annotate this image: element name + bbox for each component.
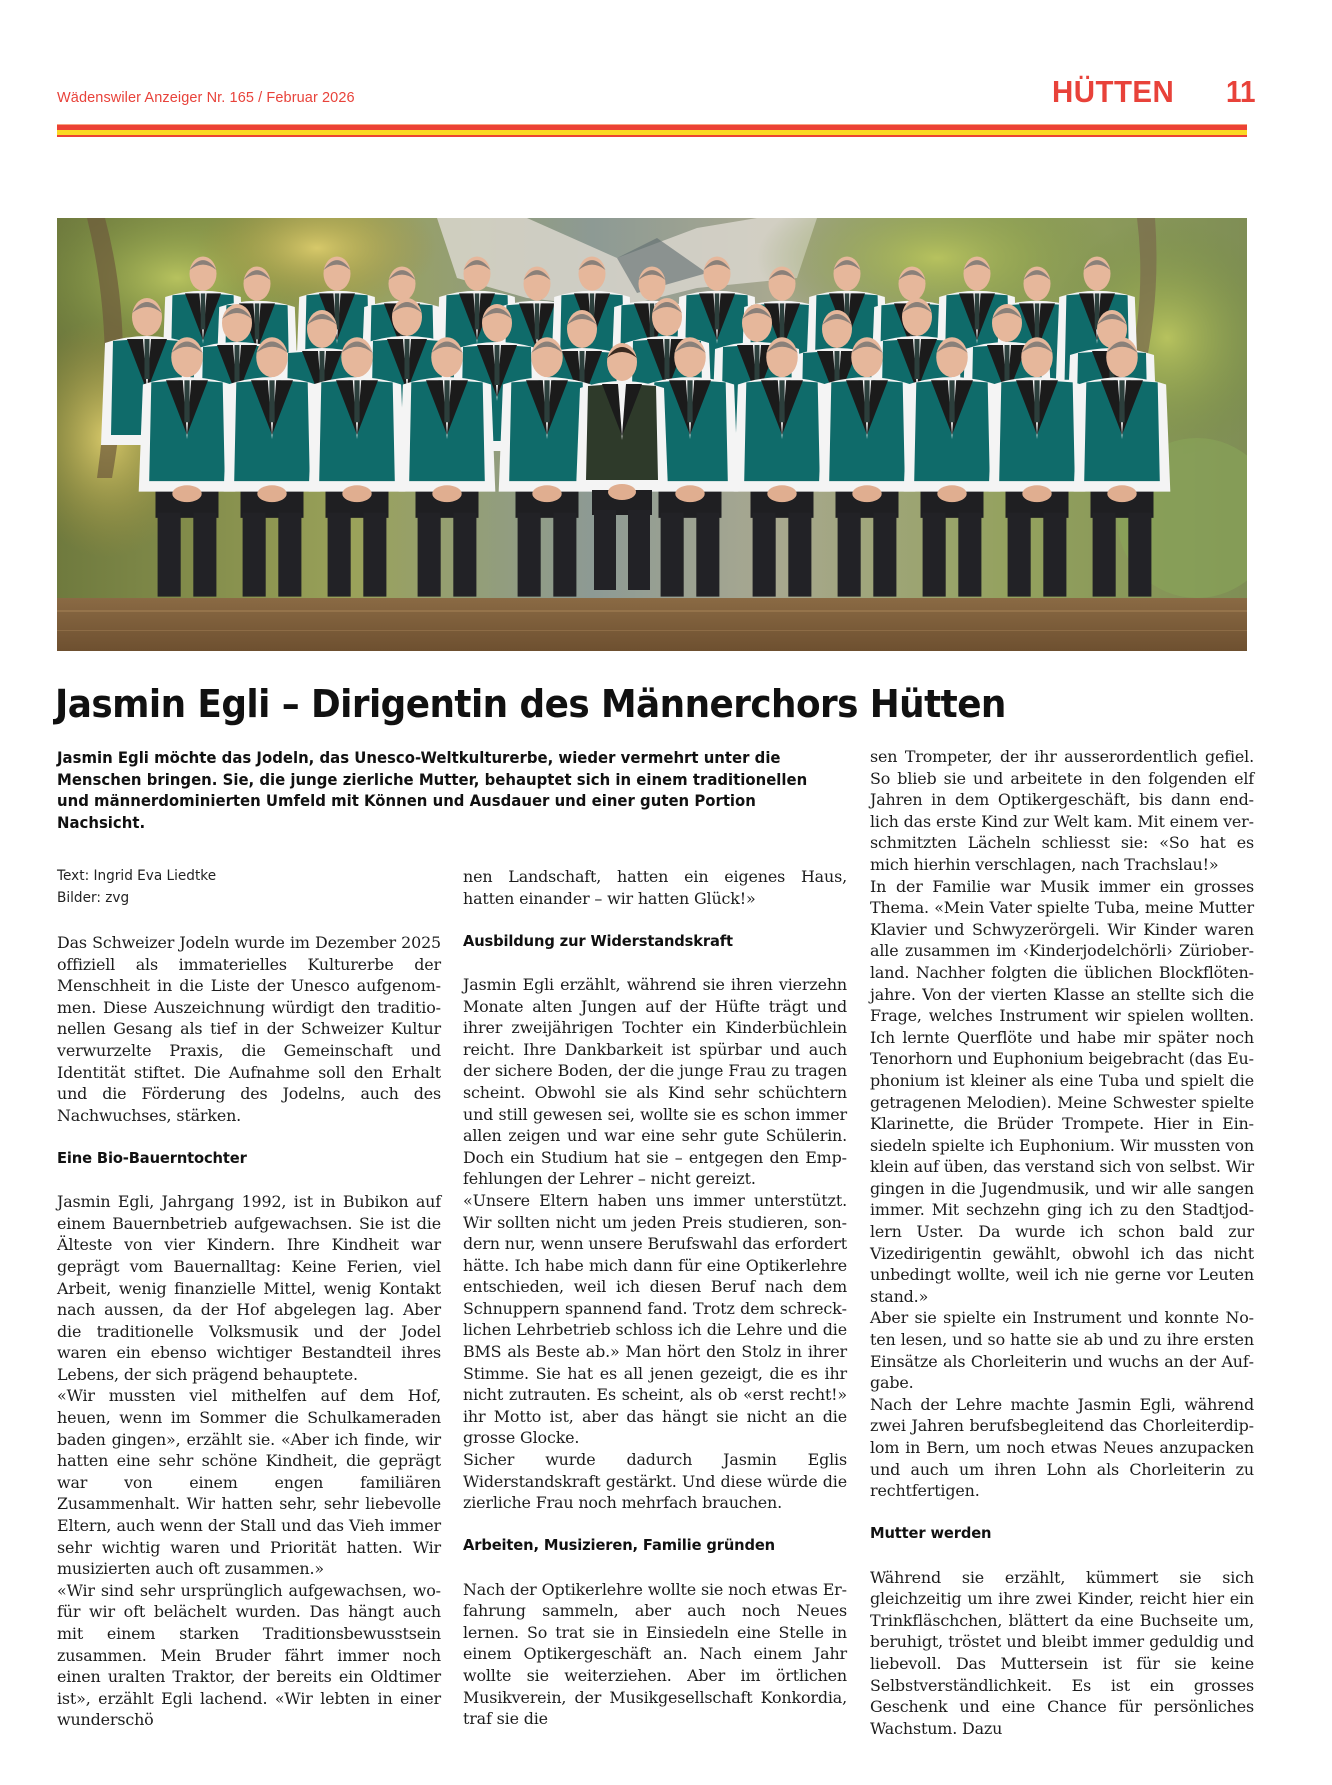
stripe-red-bottom (57, 135, 1247, 137)
paragraph: nen Landschaft, hatten ein eigenes Haus, hatten einander – wir hatten Glück!» (463, 867, 847, 908)
choir-group-photo (57, 218, 1247, 651)
group-photo-choir-icon (57, 218, 1247, 651)
article-column-2 (463, 866, 847, 1730)
paragraph: Jasmin Egli erzählt, während sie ihren vierzehn Monate alten Jungen auf der Hüfte trägt und ihrer zweijährigen Tochter ein Kinderbüchlein reicht. Ihre Dankbarkeit ist spürbar und auch der sichere Boden, der die junge Frau zu tragen scheint. Obwohl sie als Kind sehr schüchtern und still gewesen sei, wollte sie es schon immer allen zeigen und war eine sehr gute Schülerin. Doch ein Studium hat sie – entgegen den Empfehlungen der Lehrer – nicht gereizt. (463, 974, 847, 1189)
subheading: Mutter werden (870, 1524, 992, 1543)
article-headline: Jasmin Egli – Dirigentin des Männerchors Hütten (55, 682, 1006, 727)
paragraph: «Wir sind sehr ursprünglich aufgewachsen, wofür wir oft belächelt wurden. Das hängt auch mit einem starken Traditionsbewusstsein zusammen. Mein Bruder fährt immer noch einen uralten Traktor, der bereits ein Oldtimer ist», erzählt Egli lachend. «Wir lebten in einer wunderschö (57, 1580, 441, 1730)
paragraph: Sicher wurde dadurch Jasmin Eglis Widerstandskraft gestärkt. Und diese würde die zierliche Frau noch mehrfach brauchen. (463, 1450, 847, 1513)
paragraph: In der Familie war Musik immer ein grosses Thema. «Mein Vater spielte Tuba, meine Mutter Klavier und Schwyzerörgeli. Wir Kinder waren alle zusammen im ‹Kinderjodelchörli› Zürioberland. Nachher folgten die üblichen Blockflötenjahre. Von der vierten Klasse an stellte sich die Frage, welches Instrument wir spielen wollten. Ich lernte Querflöte und habe mir später noch Tenorhorn und Euphonium beigebracht (das Euphonium ist kleiner als eine Tuba und spielt die getragenen Melodien). Meine Schwester spielte Klarinette, die Brüder Trompete. Hier in Einsiedeln spielte ich Euphonium. Wir mussten von klein auf üben, das verstand sich von selbst. Wir gingen in die Jugendmusik, und wir alle sangen immer. Mit sechzehn ging ich zu den Stadtjodlern Uster. Da wurde ich schon bald zur Vizedirigentin gewählt, obwohl ich das nicht unbedingt wollte, weil ich nie gerne vor Leuten stand.» (870, 876, 1254, 1306)
paragraph: Nach der Lehre machte Jasmin Egli, während zwei Jahren berufsbegleitend das Chorleiterdiplom in Bern, um noch etwas Neues anzupacken und auch um ihren Lohn als Chorleiterin zu rechtfertigen. (870, 1394, 1254, 1501)
paragraph: Aber sie spielte ein Instrument und konnte Noten lesen, und so hatte sie ab und zu ihre ersten Einsätze als Chorleiterin und wuchs an der Aufgabe. (870, 1308, 1254, 1393)
author-credit: Text: Ingrid Eva Liedtke (57, 868, 217, 884)
subheading: Ausbildung zur Widerstandskraft (463, 931, 733, 950)
article-lead: Jasmin Egli möchte das Jodeln, das Unesco-Weltkulturerbe, wieder vermehrt unter die Menschen bringen. Sie, die junge zierliche Mutter, behauptet sich in einem traditionellen und männerdominierten Umfeld mit Können und Ausdauer und einer guten Portion Nachsicht. (57, 749, 808, 832)
header-stripe (57, 124, 1247, 137)
paragraph: sen Trompeter, der ihr ausserordentlich gefiel. So blieb sie und arbeitete in den folgenden elf Jahren in dem Optikergeschäft, bis dann endlich das erste Kind zur Welt kam. Mit einem verschmitzten Lächeln schliesst sie: «So hat es mich hierhin verschlagen, nach Trachslau!» (870, 747, 1254, 874)
paragraph: «Wir mussten viel mithelfen auf dem Hof, heuen, wenn im Sommer die Schulkameraden baden gingen», erzählt sie. «Aber ich finde, wir hatten eine sehr schöne Kindheit, die geprägt war von einem engen familiären Zusammenhalt. Wir hatten sehr, sehr liebevolle Eltern, auch wenn der Stall und das Vieh immer sehr wichtig waren und Priorität hatten. Wir musizierten auch oft zusammen.» (57, 1386, 441, 1579)
paragraph: Während sie erzählt, kümmert sie sich gleichzeitig um ihre zwei Kinder, reicht hier ein Trinkfläschchen, blättert da eine Buchseite um, beruhigt, tröstet und bleibt immer geduldig und liebevoll. Das Muttersein ist für sie keine Selbstverständlichkeit. Es ist ein grosses Geschenk und eine Chance für persönliches Wachstum. Dazu (870, 1567, 1254, 1738)
paragraph: Das Schweizer Jodeln wurde im Dezember 2025 offiziell als immaterielles Kulturerbe der Menschheit in die Liste der Unesco aufgenommen. Diese Auszeichnung würdigt den traditionellen Gesang als tief in der Schweizer Kultur verwurzelte Praxis, die Gemeinschaft und Identität stiftet. Die Aufnahme soll den Erhalt und die Förderung des Jodelns, auch des Nachwuchses, stärken. (57, 933, 441, 1125)
subheading: Arbeiten, Musizieren, Familie gründen (463, 1536, 776, 1555)
paragraph: «Unsere Eltern haben uns immer unterstützt. Wir sollten nicht um jeden Preis studieren, sondern nur, wenn unsere Berufswahl das erfordert hätte. Ich habe mich dann für eine Optikerlehre entschieden, weil ich diesen Beruf nach dem Schnuppern spannend fand. Trotz dem schrecklichen Lehrbetrieb schloss ich die Lehre und die BMS als Beste ab.» Man hört den Stolz in ihrer Stimme. Sie hat es all jenen gezeigt, die es ihr nicht zutrauten. Es scheint, als ob «erst recht!» ihr Motto ist, aber das hängt sie nicht an die grosse Glocke. (463, 1190, 847, 1448)
image-credit: Bilder: zvg (57, 889, 130, 906)
subheading: Eine Bio-Bauerntochter (57, 1148, 247, 1167)
article-column-1 (57, 932, 441, 1731)
section-title: HÜTTEN (1052, 74, 1175, 109)
paragraph: Nach der Optikerlehre wollte sie noch etwas Erfahrung sammeln, aber auch noch Neues lernen. So trat sie in Einsiedeln eine Stelle in einem Optikergeschäft an. Nach einem Jahr wollte sie weiterziehen. Aber im örtlichen Musikverein, der Musikgesellschaft Konkordia, traf sie die (463, 1579, 847, 1729)
article-credits (57, 866, 216, 909)
page-number: 11 (1226, 74, 1256, 109)
paragraph: Jasmin Egli, Jahrgang 1992, ist in Bubikon auf einem Bauernbetrieb aufgewachsen. Sie ist die Älteste von vier Kindern. Ihre Kindheit war geprägt vom Bauernalltag: Keine Ferien, viel Arbeit, wenig finanzielle Mittel, wenig Kontakt nach aussen, da der Hof abgelegen lag. Aber die traditionelle Volksmusik und der Jodel waren ein ebenso wichtiger Bestandteil ihres Lebens, der sich prägend behauptete. (57, 1192, 441, 1384)
publication-info: Wädenswiler Anzeiger Nr. 165 / Februar 2026 (57, 90, 355, 106)
article-column-3 (870, 746, 1254, 1739)
